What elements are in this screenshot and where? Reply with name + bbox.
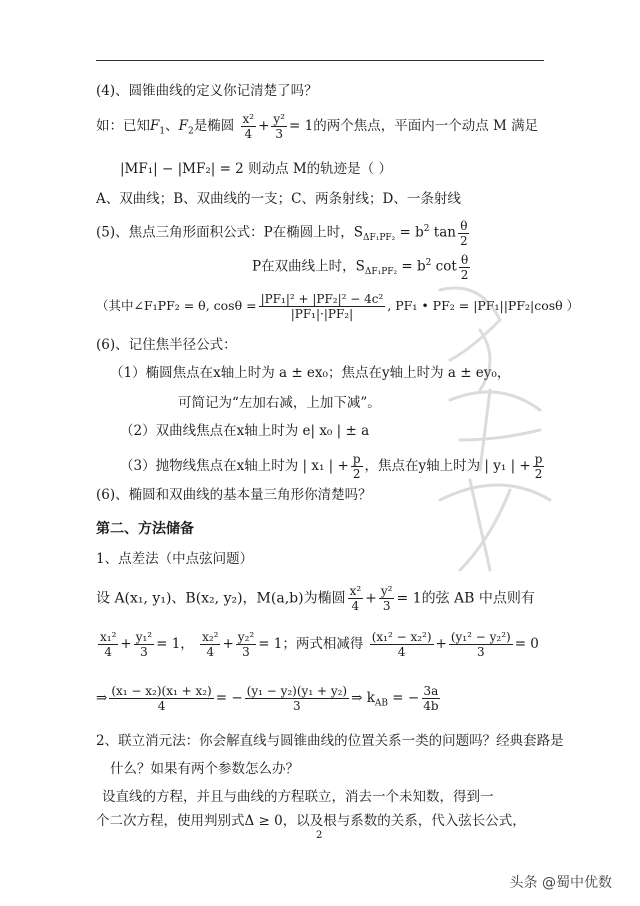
p5-ellipse-formula: (5)、焦点三角形面积公式：P在椭圆上时，$S_{\Delta F_1PF_2} = b^2$ tan $\frac{\theta}{2}$ [96,218,468,248]
p6-item2: （2）双曲线焦点在x轴上时为 e| x₀ | ± a [120,423,370,439]
method2-line-d: 个二次方程，使用判别式Δ ≥ 0，以及根与系数的关系，代入弦长公式， [96,813,526,829]
method1-result: ⇒ $\frac{\text{(x₁ − x₂)(x₁ + x₂)}}{4}$ = − $\frac{\text{(y₁ − y₂)(y₁ + y₂)}}{3}$ ⇒ $k_{AB}$ = − $\frac{3a}{4b}$ [96,684,439,713]
frac-x2-4: $\frac{\text{x²}}{4}$ [242,112,255,141]
method2-line-b: 什么？如果有两个参数怎么办？ [110,761,299,777]
header-rule [96,60,544,61]
p5-note: （其中∠F₁PF₂ = θ, cosθ = $\frac{\text{|PF₁|² + |PF₂|² − 4c²}}{\text{|PF₁|·|PF₂|}}$ , PF₁ • PF₂ = |PF₁||PF₂|cosθ ） [96,292,580,321]
footer-watermark: 头条 @蜀中优数 [509,875,612,891]
frac-y2-3: $\frac{\text{y²}}{3}$ [273,112,285,141]
method1-title: 1、点差法（中点弦问题） [96,551,254,567]
p4-condition: |MF₁| − |MF₂| = 2 则动点 M的轨迹是（ ） [120,161,392,177]
method1-line: 设 A(x₁, y₁)、B(x₂, y₂)，M(a,b)为椭圆 $\frac{\text{x²}}{4}$ + $\frac{\text{y²}}{3}$ = 1的弦 AB 中点则有 [96,584,535,613]
method2-line-c: 设直线的方程，并且与曲线的方程联立，消去一个未知数，得到一 [102,789,494,805]
section2-title: 第二、方法储备 [96,521,194,537]
method1-equations: $\frac{\text{x₁²}}{4}$ + $\frac{\text{y₁²}}{3}$ = 1， $\frac{\text{x₂²}}{4}$ + $\frac{\text{y₂²}}{3}$ = 1；两式相减得 $\frac{\text{(x₁² − x₂²)}}{4}$ + $\frac{\text{(y₁² − y₂²)}}{3}$ = 0 [100,630,539,659]
p6-item1-note: 可简记为“左加右减，上加下减”。 [178,395,381,411]
p7-heading: (6)、椭圆和双曲线的基本量三角形你清楚吗？ [96,487,372,503]
p5-hyperbola-formula: P在双曲线上时，$S_{\Delta F_1PF_2} = b^2$ cot $\frac{\theta}{2}$ [252,252,469,282]
p4-example: 如：已知$F_1$、$F_2$是椭圆 $\frac{\text{x²}}{4}$ + $\frac{\text{y²}}{3}$ = 1的两个焦点，平面内一个动点 M 满足 [96,112,539,141]
p4-heading: (4)、圆锥曲线的定义你记清楚了吗？ [96,83,318,99]
page-number: 2 [316,830,323,841]
p4-options: A、双曲线；B、双曲线的一支；C、两条射线；D、一条射线 [96,191,461,207]
method2-line-a: 2、联立消元法：你会解直线与圆锥曲线的位置关系一类的问题吗？经典套路是 [96,733,564,749]
p6-item3: （3）抛物线焦点在x轴上时为 | x₁ | + $\frac{p}{2}$ ，焦点在y轴上时为 | y₁ | + $\frac{p}{2}$ [120,452,543,481]
p6-item1: （1）椭圆焦点在x轴上时为 a ± ex₀；焦点在y轴上时为 a ± ey₀， [110,365,511,381]
p6-heading: (6)、记住焦半径公式： [96,337,237,353]
